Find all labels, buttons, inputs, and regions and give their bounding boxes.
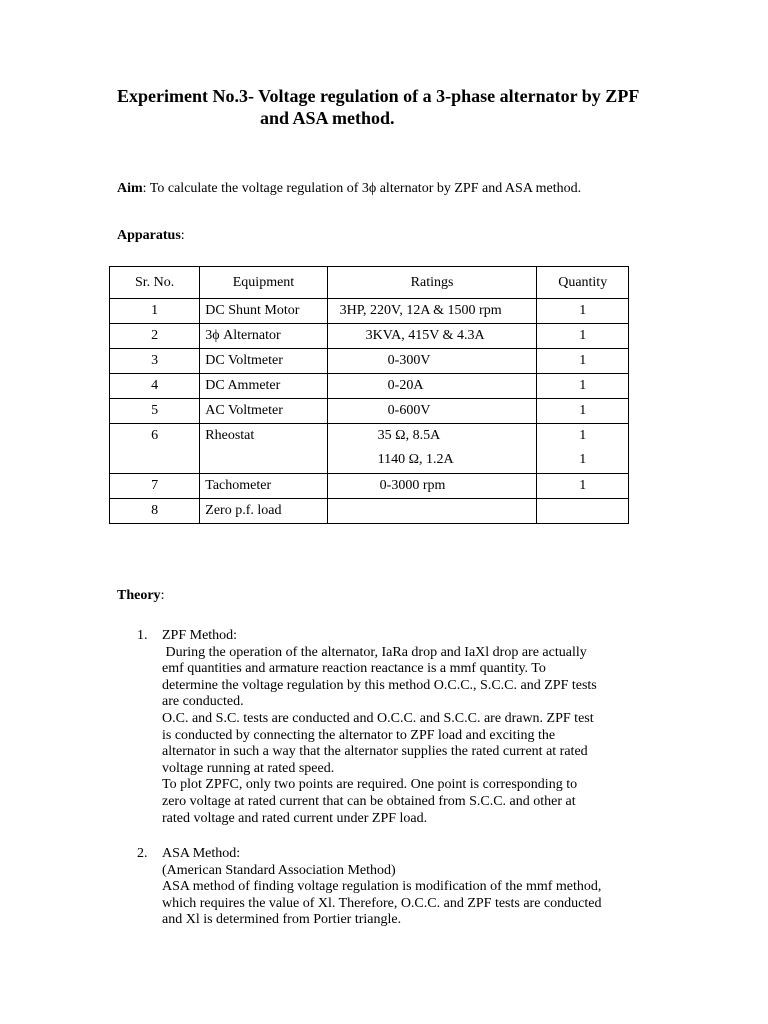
cell-quantity bbox=[537, 374, 629, 399]
apparatus-heading bbox=[117, 228, 185, 244]
paragraph-line: determine the voltage regulation by this method O.C.C., S.C.C. and ZPF tests bbox=[162, 677, 597, 693]
equipment-value: DC Shunt Motor bbox=[205, 303, 300, 318]
cell-sr bbox=[110, 374, 200, 399]
cell-quantity bbox=[537, 424, 629, 474]
ratings-value bbox=[328, 499, 537, 503]
header-equipment bbox=[200, 267, 327, 299]
ratings-value: 3KVA, 415V & 4.3A bbox=[365, 328, 485, 343]
list-item-body bbox=[162, 846, 662, 929]
sr-value: 5 bbox=[151, 403, 159, 418]
cell-ratings bbox=[327, 499, 537, 524]
paragraph-line: and Xl is determined from Portier triangle. bbox=[162, 912, 402, 928]
cell-sr bbox=[110, 349, 200, 374]
paragraph-line: O.C. and S.C. tests are conducted and O.C.C. and S.C.C. are drawn. ZPF test bbox=[162, 710, 594, 726]
cell-ratings bbox=[327, 474, 537, 499]
cell-sr bbox=[110, 324, 200, 349]
ratings-value: 1140 Ω, 1.2A bbox=[377, 452, 454, 467]
ratings-value: 0-600V bbox=[387, 403, 431, 418]
cell-equipment bbox=[200, 399, 327, 424]
cell-equipment bbox=[200, 424, 327, 474]
cell-ratings bbox=[327, 299, 537, 324]
paragraph-line: ASA method of finding voltage regulation is modification of the mmf method, bbox=[162, 879, 602, 895]
sr-value: 7 bbox=[151, 478, 159, 493]
sr-value: 3 bbox=[151, 353, 159, 368]
paragraph-line: are conducted. bbox=[162, 694, 244, 710]
equipment-value: 3ϕ Alternator bbox=[205, 328, 281, 343]
theory-heading bbox=[117, 588, 164, 604]
aim-section bbox=[117, 181, 581, 197]
cell-equipment bbox=[200, 349, 327, 374]
ratings-value: 35 Ω, 8.5A bbox=[377, 428, 441, 443]
equipment-value: DC Ammeter bbox=[205, 378, 281, 393]
table-row bbox=[110, 324, 629, 349]
cell-ratings bbox=[327, 374, 537, 399]
paragraph-line: To plot ZPFC, only two points are required. One point is corresponding to bbox=[162, 777, 578, 793]
ratings-value: 3HP, 220V, 12A & 1500 rpm bbox=[339, 303, 502, 318]
cell-quantity bbox=[537, 474, 629, 499]
paragraph-line: (American Standard Association Method) bbox=[162, 862, 396, 878]
cell-sr bbox=[110, 499, 200, 524]
table-row bbox=[110, 399, 629, 424]
paragraph-line: zero voltage at rated current that can be obtained from S.C.C. and other at bbox=[162, 793, 576, 809]
table-row bbox=[110, 374, 629, 399]
paragraph-line: is conducted by connecting the alternator to ZPF load and exciting the bbox=[162, 727, 556, 743]
paragraph-line: which requires the value of Xl. Therefore, O.C.C. and ZPF tests are conducted bbox=[162, 895, 602, 911]
paragraph-line: During the operation of the alternator, IaRa drop and IaXl drop are actually bbox=[162, 644, 587, 660]
aim-label: Aim bbox=[117, 181, 143, 196]
table-row bbox=[110, 424, 629, 474]
apparatus-label: Apparatus bbox=[117, 228, 181, 243]
aim-text: : To calculate the voltage regulation of 3ϕ alternator by ZPF and ASA method. bbox=[142, 181, 582, 196]
equipment-value: DC Voltmeter bbox=[205, 353, 283, 368]
cell-ratings bbox=[327, 324, 537, 349]
table-header-row bbox=[110, 267, 629, 299]
theory-colon: : bbox=[160, 588, 165, 603]
sr-value: 4 bbox=[151, 378, 159, 393]
cell-quantity bbox=[537, 399, 629, 424]
sr-value: 8 bbox=[151, 503, 159, 518]
cell-equipment bbox=[200, 374, 327, 399]
header-equipment-text: Equipment bbox=[232, 274, 295, 290]
table-row bbox=[110, 474, 629, 499]
cell-equipment bbox=[200, 299, 327, 324]
header-ratings: Ratings bbox=[327, 267, 537, 299]
paragraph-line: alternator in such a way that the alternator supplies the rated current at rated bbox=[162, 744, 588, 760]
quantity-value: 1 bbox=[579, 478, 587, 493]
cell-quantity bbox=[537, 499, 629, 524]
ratings-value: 0-300V bbox=[387, 353, 431, 368]
table-row bbox=[110, 349, 629, 374]
list-number: 1. bbox=[137, 628, 148, 643]
header-quantity: Quantity bbox=[537, 267, 629, 299]
quantity-value bbox=[537, 499, 628, 503]
cell-equipment bbox=[200, 499, 327, 524]
item-heading: ASA Method: bbox=[162, 846, 241, 861]
cell-ratings bbox=[327, 424, 537, 474]
cell-ratings bbox=[327, 349, 537, 374]
sr-value: 1 bbox=[151, 303, 159, 318]
quantity-value: 1 bbox=[579, 452, 587, 467]
quantity-value: 1 bbox=[579, 328, 587, 343]
table-row bbox=[110, 299, 629, 324]
header-sr-no: Sr. No. bbox=[110, 267, 200, 299]
sr-value: 2 bbox=[151, 328, 159, 343]
cell-sr bbox=[110, 399, 200, 424]
quantity-value: 1 bbox=[579, 378, 587, 393]
cell-quantity bbox=[537, 349, 629, 374]
theory-label: Theory bbox=[117, 588, 161, 603]
cell-quantity bbox=[537, 299, 629, 324]
equipment-value: Rheostat bbox=[205, 428, 255, 443]
equipment-value: AC Voltmeter bbox=[205, 403, 283, 418]
list-item-body bbox=[162, 628, 662, 827]
ratings-value: 0-3000 rpm bbox=[379, 478, 446, 493]
cell-sr bbox=[110, 474, 200, 499]
ratings-value: 0-20A bbox=[387, 378, 424, 393]
cell-ratings bbox=[327, 399, 537, 424]
title-line-2: and ASA method. bbox=[260, 108, 395, 128]
apparatus-colon: : bbox=[180, 228, 185, 243]
sr-value: 6 bbox=[151, 428, 159, 443]
cell-equipment bbox=[200, 324, 327, 349]
paragraph-line: emf quantities and armature reaction reactance is a mmf quantity. To bbox=[162, 661, 546, 677]
cell-equipment bbox=[200, 474, 327, 499]
item-heading: ZPF Method: bbox=[162, 628, 238, 643]
quantity-value: 1 bbox=[579, 428, 587, 443]
table-row bbox=[110, 499, 629, 524]
cell-quantity bbox=[537, 324, 629, 349]
quantity-value: 1 bbox=[579, 303, 587, 318]
quantity-value: 1 bbox=[579, 403, 587, 418]
equipment-value: Tachometer bbox=[205, 478, 272, 493]
equipment-value: Zero p.f. load bbox=[205, 503, 282, 518]
list-number: 2. bbox=[137, 846, 148, 861]
title-line-1: Experiment No.3- Voltage regulation of a 3-phase alternator by ZPF bbox=[117, 86, 640, 106]
cell-sr bbox=[110, 299, 200, 324]
quantity-value: 1 bbox=[579, 353, 587, 368]
cell-sr bbox=[110, 424, 200, 474]
apparatus-table bbox=[109, 266, 629, 524]
paragraph-line: voltage running at rated speed. bbox=[162, 760, 335, 776]
paragraph-line: rated voltage and rated current under ZPF load. bbox=[162, 810, 428, 826]
